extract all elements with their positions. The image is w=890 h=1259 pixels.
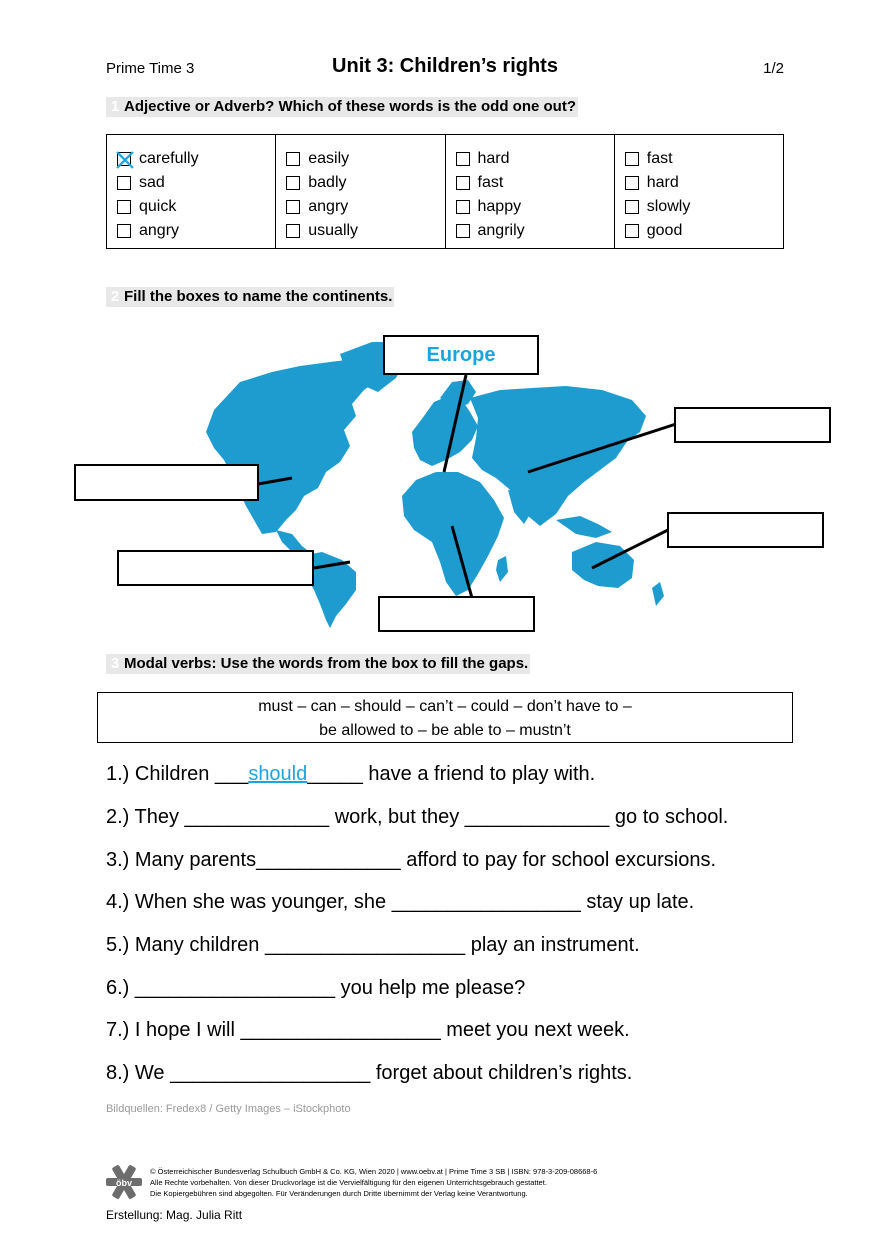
checkbox[interactable] (286, 224, 300, 238)
new-zealand-shape (652, 582, 664, 606)
option-row[interactable] (286, 219, 444, 243)
logo-text: öbv (115, 1178, 133, 1188)
checkbox[interactable] (286, 176, 300, 190)
task1-column (614, 135, 783, 248)
sentence-6: 6.) __________________ you help me please? (106, 977, 526, 999)
option-row[interactable] (286, 195, 444, 219)
page-title-text: Unit 3: Children’s rights (332, 55, 558, 77)
task3-title: Modal verbs: Use the words from the box to fill the gaps. (124, 655, 529, 672)
copyright-line3: Die Kopiergebühren sind abgegolten. Für Veränderungen durch Dritte übernimmt der Verlag keine Verantwortung. (150, 1189, 528, 1198)
continent-box-north-america[interactable] (74, 464, 259, 501)
checkbox[interactable] (117, 200, 131, 214)
book-name: Prime Time 3 (106, 60, 195, 77)
option-row[interactable] (456, 195, 614, 219)
oebv-logo-icon (104, 1162, 144, 1202)
option-label: fast (477, 174, 504, 191)
copyright-line1: © Österreichischer Bundesverlag Schulbuch GmbH & Co. KG, Wien 2020 | www.oebv.at | Prime Time 3 SB | ISBN: 978-3-209-08668-6 (150, 1167, 598, 1176)
checkbox-checked[interactable] (117, 152, 131, 166)
checkbox[interactable] (625, 200, 639, 214)
option-row[interactable] (117, 147, 275, 171)
author-credit: Erstellung: Mag. Julia Ritt (106, 1208, 243, 1222)
task2-number: 2 (110, 288, 120, 305)
continent-box-south-america[interactable] (117, 550, 314, 586)
image-credits: Bildquellen: Fredex8 / Getty Images – iStockphoto (106, 1103, 351, 1115)
task3-heading (106, 654, 530, 674)
page-title (0, 55, 890, 78)
word-box-line1: must – can – should – can’t – could – don’t have to – (258, 698, 632, 715)
checkbox[interactable] (625, 176, 639, 190)
sentence-1 (106, 763, 595, 786)
option-label: easily (308, 150, 350, 167)
option-row[interactable] (625, 219, 783, 243)
sentence-1-start: 1.) Children ___ (106, 763, 249, 785)
option-row[interactable] (625, 195, 783, 219)
option-row[interactable] (456, 147, 614, 171)
option-row[interactable] (117, 219, 275, 243)
australia-shape (572, 542, 634, 588)
north-america-shape (206, 358, 380, 534)
copyright-line2: Alle Rechte vorbehalten. Von dieser Druckvorlage ist die Vervielfältigung für den eigenen Unterrichtsgebrauch gestattet. (150, 1178, 547, 1187)
option-label: angrily (477, 222, 525, 239)
copyright-notice (150, 1166, 597, 1199)
europe-answer: Europe (426, 344, 496, 366)
task1-column (107, 135, 275, 248)
task2-heading (106, 287, 394, 307)
option-row[interactable] (456, 171, 614, 195)
task1-column (275, 135, 444, 248)
page-number: 1/2 (763, 60, 784, 77)
option-label: carefully (139, 150, 199, 167)
sea-islands-shape (556, 516, 612, 538)
word-box-line2: be allowed to – be able to – mustn’t (319, 722, 571, 739)
task1-title: Adjective or Adverb? Which of these words is the odd one out? (124, 98, 576, 115)
option-label: hard (646, 174, 679, 191)
option-label: good (646, 222, 683, 239)
madagascar-shape (496, 556, 508, 582)
sentence-3: 3.) Many parents_____________ afford to pay for school excursions. (106, 849, 717, 871)
word-box (97, 692, 793, 743)
option-row[interactable] (456, 219, 614, 243)
option-row[interactable] (625, 147, 783, 171)
sentence-8: 8.) We __________________ forget about children’s rights. (106, 1062, 633, 1084)
europe-shape (412, 396, 478, 466)
option-label: slowly (646, 198, 691, 215)
checkbox[interactable] (456, 224, 470, 238)
option-label: hard (477, 150, 510, 167)
sentence-1-answer[interactable]: should (248, 763, 308, 785)
checkbox[interactable] (117, 176, 131, 190)
option-label: angry (308, 198, 349, 215)
sentence-5: 5.) Many children __________________ play an instrument. (106, 934, 640, 956)
checkbox[interactable] (625, 224, 639, 238)
option-row[interactable] (286, 147, 444, 171)
continent-box-europe[interactable] (383, 335, 539, 375)
checkbox[interactable] (286, 200, 300, 214)
option-label: angry (139, 222, 180, 239)
task1-number: 1 (110, 98, 120, 115)
option-label: quick (139, 198, 177, 215)
option-row[interactable] (625, 171, 783, 195)
option-label: happy (477, 198, 522, 215)
option-row[interactable] (117, 195, 275, 219)
task1-grid (106, 134, 784, 249)
option-label: usually (308, 222, 359, 239)
continent-box-africa[interactable] (378, 596, 535, 632)
checkbox[interactable] (117, 224, 131, 238)
sentence-2: 2.) They _____________ work, but they _____________ go to school. (106, 806, 729, 828)
checkbox[interactable] (625, 152, 639, 166)
sentence-4: 4.) When she was younger, she _________________ stay up late. (106, 891, 695, 913)
task1-heading (106, 97, 578, 117)
option-label: sad (139, 174, 165, 191)
checkbox[interactable] (286, 152, 300, 166)
checkbox[interactable] (456, 200, 470, 214)
option-label: fast (646, 150, 673, 167)
task2-title: Fill the boxes to name the continents. (124, 288, 393, 305)
sentence-7: 7.) I hope I will __________________ meet you next week. (106, 1019, 630, 1041)
option-row[interactable] (117, 171, 275, 195)
task1-column (445, 135, 614, 248)
checkbox[interactable] (456, 152, 470, 166)
task3-number: 3 (110, 655, 120, 672)
checkbox[interactable] (456, 176, 470, 190)
sentence-1-end: _____ have a friend to play with. (307, 763, 596, 785)
option-row[interactable] (286, 171, 444, 195)
option-label: badly (308, 174, 347, 191)
continent-box-australia[interactable] (667, 512, 824, 548)
continent-box-asia[interactable] (674, 407, 831, 443)
